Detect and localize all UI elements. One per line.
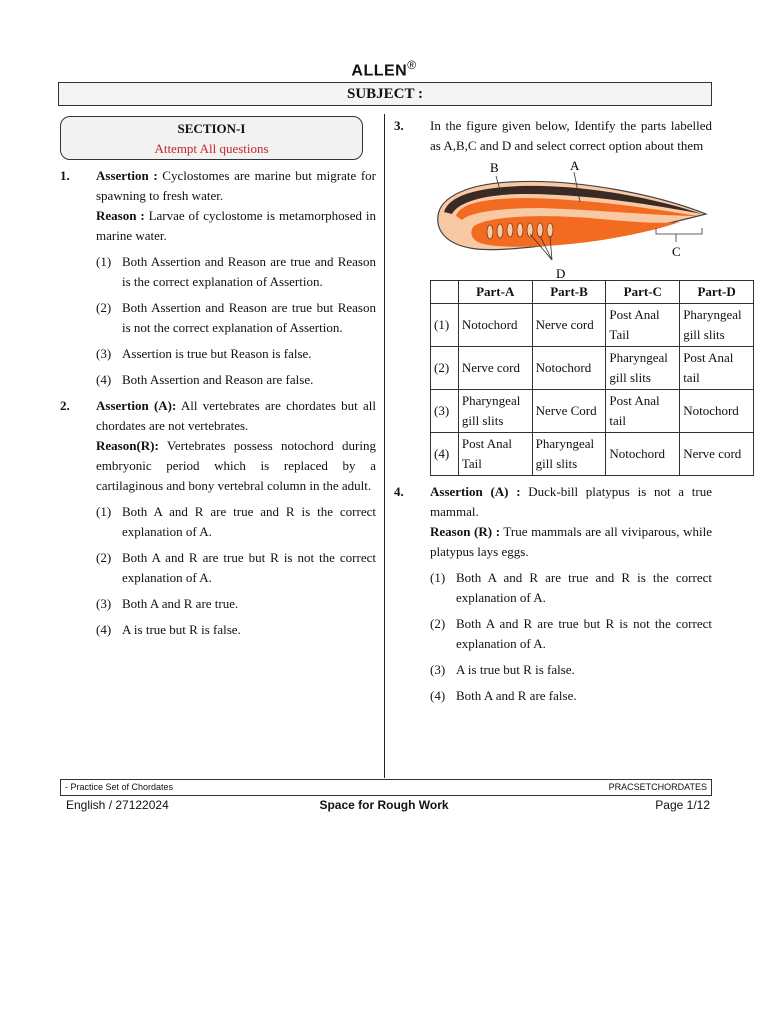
footer-left-tag: - Practice Set of Chordates bbox=[65, 782, 174, 792]
option-2[interactable]: (2) Both Assertion and Reason are true but Reason is not the correct explanation of Assertion. bbox=[96, 300, 376, 335]
label-d: D bbox=[556, 266, 566, 280]
section-title: SECTION-I bbox=[177, 121, 246, 136]
question-number: 1. bbox=[60, 168, 70, 183]
option-1[interactable]: (1) Both Assertion and Reason are true and Reason is the correct explanation of Assertion. bbox=[96, 254, 376, 289]
section-header bbox=[60, 116, 363, 160]
footer-tag-bar bbox=[60, 779, 712, 796]
footer-language: English / 27122024 bbox=[66, 798, 169, 812]
footer-right-tag: PRACSETCHORDATES bbox=[608, 782, 707, 792]
table-row[interactable]: (4) Post Anal Tail Pharyngeal gill slits Notochord Nerve cord bbox=[431, 433, 754, 476]
question-4 bbox=[394, 482, 712, 706]
option-4[interactable]: (4) Both Assertion and Reason are false. bbox=[96, 372, 314, 387]
option-4[interactable]: (4) A is true but R is false. bbox=[96, 622, 241, 637]
question-number: 2. bbox=[60, 398, 70, 413]
option-2[interactable]: (2) Both A and R are true but R is not the correct explanation of A. bbox=[96, 550, 376, 585]
question-text: In the figure given below, Identify the parts labelled as A,B,C and D and select correct option about them bbox=[430, 118, 712, 153]
question-number: 3. bbox=[394, 118, 404, 133]
footer-page-number: Page 1/12 bbox=[655, 798, 710, 812]
reason-text: Reason : Larvae of cyclostome is metamorphosed in marine water. bbox=[96, 208, 377, 243]
label-c: C bbox=[672, 244, 681, 259]
table-row[interactable]: (1) Notochord Nerve cord Post Anal Tail Pharyngeal gill slits bbox=[431, 304, 754, 347]
option-4[interactable]: (4) Both A and R are false. bbox=[430, 688, 577, 703]
question-3 bbox=[394, 116, 712, 156]
reason-text: Reason (R) : True mammals are all viviparous, while platypus lays eggs. bbox=[430, 524, 712, 559]
table-row[interactable]: (3) Pharyngeal gill slits Nerve Cord Post Anal tail Notochord bbox=[431, 390, 754, 433]
table-row[interactable]: (2) Nerve cord Notochord Pharyngeal gill slits Post Anal tail bbox=[431, 347, 754, 390]
header-part-c: Part-C bbox=[606, 281, 680, 304]
assertion-text: Assertion (A) : Duck-bill platypus is not a true mammal. bbox=[430, 484, 713, 519]
question-number: 4. bbox=[394, 484, 404, 499]
header-part-d: Part-D bbox=[680, 281, 754, 304]
option-2[interactable]: (2) Both A and R are true but R is not the correct explanation of A. bbox=[430, 616, 712, 651]
subject-bar: SUBJECT : bbox=[58, 82, 712, 106]
table-header-row bbox=[431, 281, 754, 304]
option-1[interactable]: (1) Both A and R are true and R is the correct explanation of A. bbox=[96, 504, 376, 539]
brand-logo: ALLEN® bbox=[351, 58, 417, 80]
answer-table bbox=[430, 280, 754, 476]
option-3[interactable]: (3) Both A and R are true. bbox=[96, 596, 239, 611]
question-2 bbox=[60, 396, 376, 640]
header-part-a: Part-A bbox=[458, 281, 532, 304]
section-subtitle: Attempt All questions bbox=[154, 141, 269, 156]
option-3[interactable]: (3) A is true but R is false. bbox=[430, 662, 575, 677]
option-1[interactable]: (1) Both A and R are true and R is the correct explanation of A. bbox=[430, 570, 712, 605]
amphioxus-figure bbox=[430, 156, 710, 280]
column-divider bbox=[384, 114, 385, 778]
left-column bbox=[60, 116, 376, 640]
assertion-text: Assertion : Cyclostomes are marine but migrate for spawning to fresh water. bbox=[96, 168, 376, 203]
amphioxus-diagram bbox=[430, 156, 710, 280]
footer-rough-work: Space for Rough Work bbox=[319, 798, 449, 812]
label-a: A bbox=[570, 158, 580, 173]
assertion-text: Assertion (A): All vertebrates are chordates but all chordates are not vertebrates. bbox=[96, 398, 377, 433]
option-3[interactable]: (3) Assertion is true but Reason is false. bbox=[96, 346, 312, 361]
reason-text: Reason(R): Vertebrates possess notochord during embryonic period which is replaced by a cartilaginous and bony vertebral column in the adult. bbox=[96, 438, 376, 493]
question-1 bbox=[60, 166, 376, 390]
label-b: B bbox=[490, 160, 499, 175]
header-part-b: Part-B bbox=[532, 281, 606, 304]
right-column bbox=[394, 116, 742, 706]
